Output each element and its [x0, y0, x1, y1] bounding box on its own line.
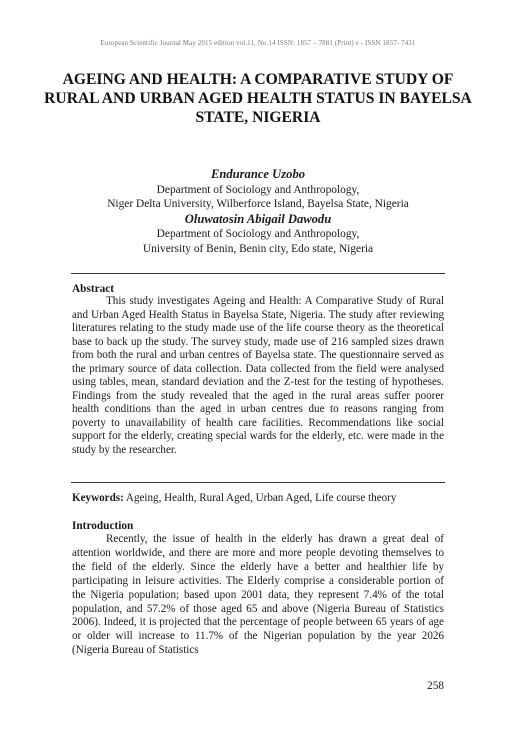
keywords-text: Ageing, Health, Rural Aged, Urban Aged, Life course theory: [123, 492, 397, 504]
page-number: 258: [427, 680, 444, 692]
author-name-2: Oluwatosin Abigail Dawodu: [184, 211, 332, 226]
author-affiliation-2b: University of Benin, Benin city, Edo state, Nigeria: [142, 242, 374, 255]
keywords-label: Keywords:: [72, 492, 124, 504]
author-name-1: Endurance Uzobo: [210, 167, 306, 181]
paper-title: AGEING AND HEALTH: A COMPARATIVE STUDY OF RURAL AND URBAN AGED HEALTH STATUS IN BAYELSA STATE, NIGERIA: [44, 71, 472, 126]
divider-bottom: [71, 482, 445, 483]
keywords-line: [72, 492, 452, 506]
author-block: [40, 167, 476, 256]
introduction-text: Recently, the issue of health in the elderly has drawn a great deal of attention worldwide, and there are more and more people devoting themselves to the field of the elderly. Since the elderly have a better and healthier life by participating in leisure activities. The Elderly comprise a considerable portion of the Nigeria population; based upon 2001 data, they represent 7.4% of the total population, and 57.2% of those aged 65 and above (Nigeria Bureau of Statistics 2006). Indeed, it is projected that the percentage of people between 65 years of age or older will increase to 11.7% of the Nigerian population by the year 2026 (Nigeria Bureau of Statistics: [72, 533, 444, 657]
abstract-heading: Abstract: [72, 283, 115, 295]
running-header: European Scientific Journal May 2015 edition vol.11, No.14 ISSN: 1857 – 7881 (Print) e - ISSN 1857- 7431: [100, 39, 416, 47]
author-affiliation-2a: Department of Sociology and Anthropology,: [156, 228, 360, 241]
author-affiliation-1a: Department of Sociology and Anthropology,: [156, 183, 360, 196]
author-affiliation-1b: Niger Delta University, Wilberforce Island, Bayelsa State, Nigeria: [107, 198, 409, 211]
abstract-text: This study investigates Ageing and Health: A Comparative Study of Rural and Urban Aged Health Status in Bayelsa State, Nigeria. The study after reviewing literatures relating to the study made use of the life course theory as the theoretical base to back up the study. The survey study, made use of 216 sampled sizes drawn from both the rural and urban centres of Bayelsa state. The questionnaire served as the primary source of data collection. Data collected from the field were analysed using tables, mean, standard deviation and the Z-test for the testing of hypotheses. Findings from the study revealed that the aged in the rural areas suffer poorer health conditions than the aged in urban centres due to reasons ranging from poverty to unavailability of health care facilities. Recommendations like social support for the elderly, creating special wards for the elderly, etc. were made in the study by the researcher.: [72, 295, 444, 456]
introduction-heading: Introduction: [72, 520, 134, 532]
divider-top: [71, 273, 445, 274]
